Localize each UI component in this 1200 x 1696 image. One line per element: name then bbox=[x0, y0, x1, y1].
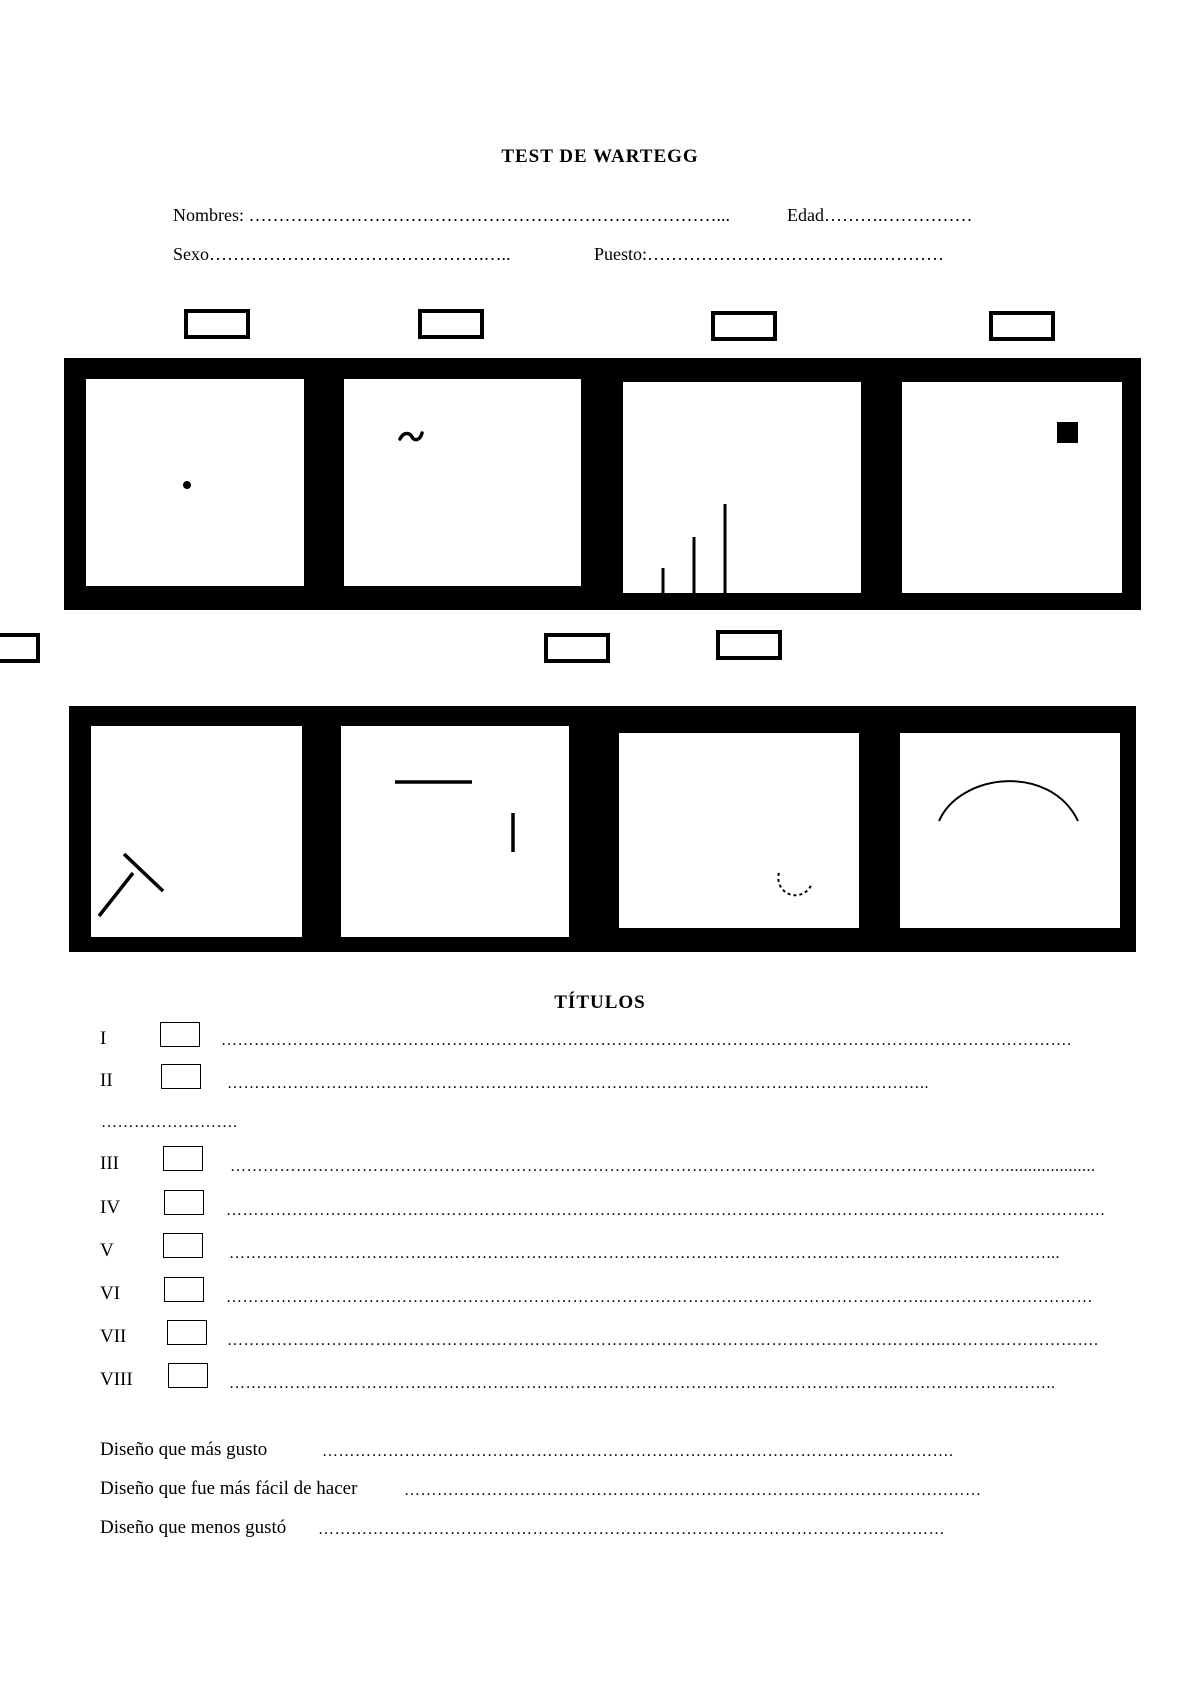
title-line-7[interactable]: …………………………………………………………………………………………………………………..………………………. bbox=[227, 1332, 1099, 1349]
order-box-2[interactable] bbox=[418, 309, 484, 339]
numeral-iv: IV bbox=[100, 1197, 121, 1218]
stimulus-bars bbox=[623, 382, 861, 593]
numeral-iii: III bbox=[100, 1153, 119, 1174]
puesto-field[interactable] bbox=[594, 244, 944, 265]
title-box-4[interactable] bbox=[164, 1190, 204, 1215]
edad-field[interactable] bbox=[787, 205, 972, 226]
order-box-3[interactable] bbox=[711, 311, 777, 341]
order-box-5[interactable] bbox=[0, 633, 40, 663]
question-easiest-line[interactable]: …………………………………………………………………………………………… bbox=[404, 1482, 982, 1499]
title-box-1[interactable] bbox=[160, 1022, 200, 1047]
drawing-frame-2[interactable] bbox=[344, 379, 581, 586]
stimulus-t-lines bbox=[91, 726, 302, 937]
title-box-8[interactable] bbox=[168, 1363, 208, 1388]
drawing-frame-1[interactable] bbox=[86, 379, 304, 586]
drawing-frame-6[interactable] bbox=[341, 726, 569, 937]
title-box-3[interactable] bbox=[163, 1146, 203, 1171]
edad-label: Edad bbox=[787, 205, 824, 225]
drawing-frame-5[interactable] bbox=[91, 726, 302, 937]
drawing-frame-3[interactable] bbox=[623, 382, 861, 593]
puesto-value: ………………………………..………… bbox=[647, 244, 945, 264]
drawing-frame-4[interactable] bbox=[902, 382, 1122, 593]
title-line-2-continued[interactable]: ……………………. bbox=[101, 1114, 238, 1131]
stimulus-arc bbox=[900, 733, 1120, 928]
drawing-frame-7[interactable] bbox=[619, 733, 859, 928]
stimulus-dotted-arc bbox=[619, 733, 859, 928]
title-line-5[interactable]: …………………………………………………………………………………………………………………..………………... bbox=[229, 1245, 1060, 1262]
sexo-label: Sexo bbox=[173, 244, 209, 264]
question-easiest-label: Diseño que fue más fácil de hacer bbox=[100, 1478, 358, 1499]
title-line-8[interactable]: …………………………………………………………………………………………………………..……………………….. bbox=[229, 1375, 1056, 1392]
numeral-vi: VI bbox=[100, 1283, 121, 1304]
title-line-3[interactable]: …………………………………………………………………………………………………………………………….................... bbox=[230, 1158, 1096, 1175]
edad-value: ……….…………… bbox=[823, 205, 973, 225]
titulos-heading: TÍTULOS bbox=[554, 992, 646, 1013]
order-box-4[interactable] bbox=[989, 311, 1055, 341]
numeral-ii: II bbox=[100, 1070, 113, 1091]
numeral-vii: VII bbox=[100, 1326, 127, 1347]
question-easiest[interactable] bbox=[100, 1478, 357, 1500]
nombres-value: ……………………………………………………………………... bbox=[248, 205, 730, 225]
nombres-field[interactable] bbox=[173, 205, 730, 226]
title-box-7[interactable] bbox=[167, 1320, 207, 1345]
question-least-liked-label: Diseño que menos gustó bbox=[100, 1517, 287, 1538]
title-line-1[interactable]: ……………………………………………………………………………………………………………….………………………. bbox=[221, 1032, 1072, 1049]
numeral-i: I bbox=[100, 1028, 107, 1049]
sexo-value: ……………………………………….….. bbox=[209, 244, 511, 264]
title-line-4[interactable]: ……………………………………………………………………………………………………………………………………………. bbox=[226, 1202, 1105, 1219]
drawing-frame-8[interactable] bbox=[900, 733, 1120, 928]
nombres-label: Nombres: bbox=[173, 205, 244, 225]
question-most-liked[interactable] bbox=[100, 1439, 267, 1461]
question-most-liked-label: Diseño que más gusto bbox=[100, 1439, 268, 1460]
title-line-6[interactable]: ………………………………………………………………………………………………………………..………………………… bbox=[226, 1289, 1093, 1306]
order-box-6[interactable] bbox=[544, 633, 610, 663]
page-title: TEST DE WARTEGG bbox=[501, 146, 699, 167]
title-box-6[interactable] bbox=[164, 1277, 204, 1302]
question-least-liked-line[interactable]: …………………………………………………………………………………………………… bbox=[318, 1521, 945, 1538]
title-box-5[interactable] bbox=[163, 1233, 203, 1258]
title-box-2[interactable] bbox=[161, 1064, 201, 1089]
stimulus-right-angle bbox=[341, 726, 569, 937]
order-box-7[interactable] bbox=[716, 630, 782, 660]
stimulus-dot bbox=[86, 379, 304, 586]
stimulus-wave bbox=[344, 379, 581, 586]
numeral-v: V bbox=[100, 1240, 114, 1261]
question-least-liked[interactable] bbox=[100, 1517, 286, 1539]
question-most-liked-line[interactable]: ……………………………………………………………………………………………………. bbox=[322, 1443, 954, 1460]
numeral-viii: VIII bbox=[100, 1369, 133, 1390]
stimulus-square bbox=[902, 382, 1122, 593]
order-box-1[interactable] bbox=[184, 309, 250, 339]
sexo-field[interactable] bbox=[173, 244, 511, 265]
title-line-2[interactable]: ……………………………………………………………………………………………………………….. bbox=[227, 1075, 929, 1092]
puesto-label: Puesto: bbox=[594, 244, 648, 264]
